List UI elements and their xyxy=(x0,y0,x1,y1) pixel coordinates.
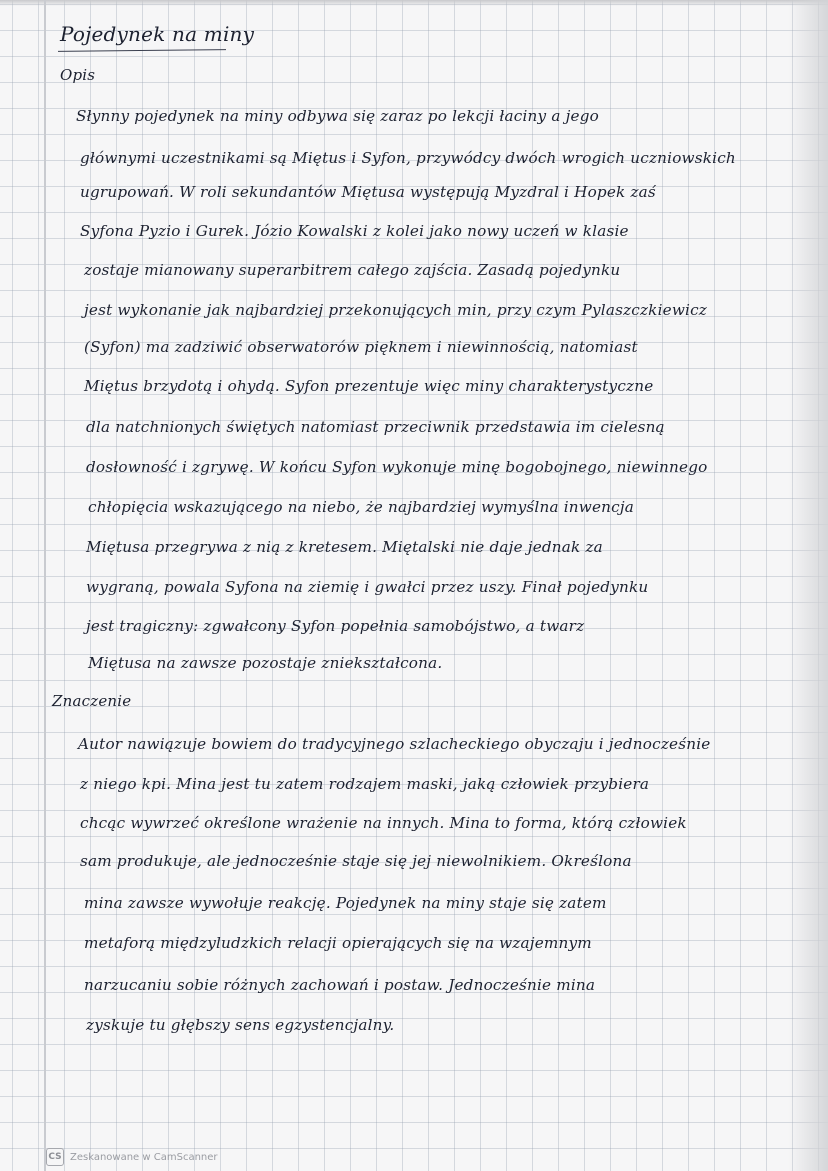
text-line: jest tragiczny: zgwałcony Syfon popełnia samobójstwo, a twarz xyxy=(86,617,585,635)
scanner-watermark xyxy=(46,1148,218,1166)
text-line: z niego kpi. Mina jest tu zatem rodzajem maski, jaką człowiek przybiera xyxy=(80,775,650,793)
text-line: chcąc wywrzeć określone wrażenie na innych. Mina to forma, którą człowiek xyxy=(80,814,687,832)
text-line: Miętusa przegrywa z nią z kretesem. Miętalski nie daje jednak za xyxy=(86,538,603,556)
scan-edge-shadow-right xyxy=(788,0,828,1171)
text-line: zostaje mianowany superarbitrem całego zajścia. Zasadą pojedynku xyxy=(84,261,621,279)
scan-edge-shadow xyxy=(0,0,828,6)
text-line: Syfona Pyzio i Gurek. Józio Kowalski z kolei jako nowy uczeń w klasie xyxy=(80,222,629,240)
text-line: dosłowność i zgrywę. W końcu Syfon wykonuje minę bogobojnego, niewinnego xyxy=(86,458,708,476)
text-line: sam produkuje, ale jednocześnie staje się jej niewolnikiem. Określona xyxy=(80,852,632,870)
text-line: głównymi uczestnikami są Miętus i Syfon, przywódcy dwóch wrogich uczniowskich xyxy=(80,149,736,167)
text-line: Miętus brzydotą i ohydą. Syfon prezentuje więc miny charakterystyczne xyxy=(84,377,654,395)
text-line: jest wykonanie jak najbardziej przekonujących min, przy czym Pylaszczkiewicz xyxy=(84,301,707,319)
text-line: wygraną, powala Syfona na ziemię i gwałci przez uszy. Finał pojedynku xyxy=(86,578,649,596)
text-line: narzucaniu sobie różnych zachowań i postaw. Jednocześnie mina xyxy=(84,976,596,994)
page-title: Pojedynek na miny xyxy=(60,22,255,46)
text-line: Miętusa na zawsze pozostaje zniekształcona. xyxy=(88,654,443,672)
section-heading-znaczenie: Znaczenie xyxy=(52,692,132,710)
title-underline xyxy=(58,49,226,52)
text-line: zyskuje tu głębszy sens egzystencjalny. xyxy=(86,1016,395,1034)
text-line: (Syfon) ma zadziwić obserwatorów pięknem i niewinnością, natomiast xyxy=(84,338,638,356)
camscanner-logo-icon: CS xyxy=(46,1148,64,1166)
text-line: metaforą międzyludzkich relacji opierających się na wzajemnym xyxy=(84,934,592,952)
watermark-text: Zeskanowane w CamScanner xyxy=(70,1151,218,1163)
text-line: Autor nawiązuje bowiem do tradycyjnego szlacheckiego obyczaju i jednocześnie xyxy=(78,735,711,753)
text-line: chłopięcia wskazującego na niebo, że najbardziej wymyślna inwencja xyxy=(88,498,635,516)
text-line: ugrupowań. W roli sekundantów Miętusa występują Myzdral i Hopek zaś xyxy=(80,183,656,201)
text-line: dla natchnionych świętych natomiast przeciwnik przedstawia im cielesną xyxy=(86,418,665,436)
section-heading-opis: Opis xyxy=(60,66,96,84)
text-line: Słynny pojedynek na miny odbywa się zaraz po lekcji łaciny a jego xyxy=(76,107,599,125)
text-line: mina zawsze wywołuje reakcję. Pojedynek na miny staje się zatem xyxy=(84,894,607,912)
margin-line xyxy=(44,0,46,1171)
